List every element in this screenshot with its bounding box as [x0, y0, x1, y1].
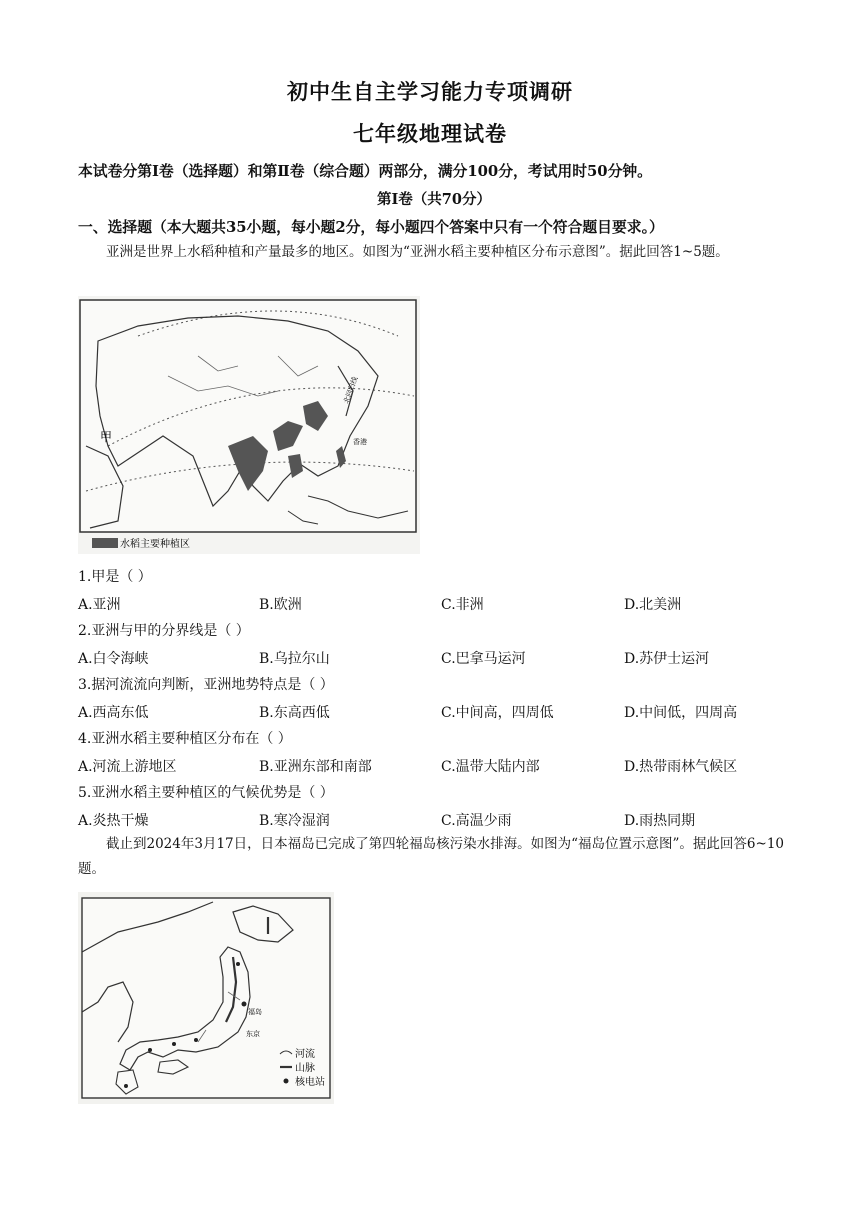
q5-option-c[interactable]: C.高温少雨 [441, 813, 512, 829]
q1-option-b[interactable]: B.欧洲 [259, 597, 302, 613]
exam-title: 初中生自主学习能力专项调研 [287, 79, 573, 104]
part-title: 第Ⅰ卷（共70分） [377, 191, 491, 208]
rice-legend-label: 水稻主要种植区 [120, 539, 190, 550]
question-5: 5.亚洲水稻主要种植区的气候优势是（ ） [78, 785, 334, 801]
map-label-hongkong: 香港 [353, 438, 367, 446]
q5-option-d[interactable]: D.雨热同期 [624, 813, 696, 829]
exam-subtitle: 七年级地理试卷 [353, 121, 507, 146]
q1-option-c[interactable]: C.非洲 [441, 597, 484, 613]
q1-option-a[interactable]: A.亚洲 [78, 597, 121, 613]
question-1: 1.甲是（ ） [78, 569, 152, 585]
plant-legend-symbol [284, 1079, 289, 1084]
q3-option-b[interactable]: B.东高西低 [259, 705, 330, 721]
q2-option-d[interactable]: D.苏伊士运河 [624, 651, 710, 667]
passage-1: 亚洲是世界上水稻种植和产量最多的地区。如图为“亚洲水稻主要种植区分布示意图”。据此回答1~5题。 [106, 244, 729, 260]
question-4: 4.亚洲水稻主要种植区分布在（ ） [78, 731, 292, 747]
map-label-jia: 甲 [100, 430, 113, 444]
legend-river: 河流 [295, 1049, 315, 1060]
passage-2: 截止到2024年3月17日，日本福岛已完成了第四轮福岛核污染水排海。如图为“福岛位置示意图”。据此回答6~10题。 [78, 836, 785, 877]
legend-plant: 核电站 [295, 1077, 325, 1088]
fukushima-map [78, 892, 334, 1104]
q4-option-c[interactable]: C.温带大陆内部 [441, 759, 540, 775]
section-title: 一、选择题（本大题共35小题，每小题2分，每小题四个答案中只有一个符合题目要求。） [78, 219, 664, 236]
q3-option-d[interactable]: D.中间低，四周高 [624, 705, 738, 721]
q5-option-b[interactable]: B.寒冷湿润 [259, 813, 330, 829]
q4-option-d[interactable]: D.热带雨林气候区 [624, 759, 738, 775]
q2-option-c[interactable]: C.巴拿马运河 [441, 651, 526, 667]
q3-option-c[interactable]: C.中间高，四周低 [441, 705, 554, 721]
exam-instructions: 本试卷分第Ⅰ卷（选择题）和第Ⅱ卷（综合题）两部分，满分100分，考试用时50分钟。 [78, 163, 652, 180]
q2-option-a[interactable]: A.白令海峡 [78, 651, 149, 667]
legend-mountain: 山脉 [295, 1063, 315, 1074]
map-label-tokyo: 东京 [246, 1030, 260, 1038]
plant-marker [236, 962, 240, 966]
map-label-fukushima: 福岛 [248, 1008, 262, 1016]
q5-option-a[interactable]: A.炎热干燥 [78, 813, 149, 829]
plant-marker [172, 1042, 176, 1046]
rice-legend-swatch [92, 538, 118, 548]
plant-marker [194, 1038, 198, 1042]
q2-option-b[interactable]: B.乌拉尔山 [259, 651, 330, 667]
q4-option-b[interactable]: B.亚洲东部和南部 [259, 759, 372, 775]
question-2: 2.亚洲与甲的分界线是（ ） [78, 623, 250, 639]
plant-marker [148, 1048, 152, 1052]
q4-option-a[interactable]: A.河流上游地区 [78, 759, 177, 775]
plant-marker [124, 1084, 128, 1088]
q1-option-d[interactable]: D.北美洲 [624, 597, 682, 613]
map-label-tropic: 北回归线 [342, 375, 360, 405]
q3-option-a[interactable]: A.西高东低 [78, 705, 149, 721]
fukushima-plant-marker [242, 1002, 247, 1007]
asia-rice-map [78, 296, 420, 554]
question-3: 3.据河流流向判断，亚洲地势特点是（ ） [78, 677, 334, 693]
